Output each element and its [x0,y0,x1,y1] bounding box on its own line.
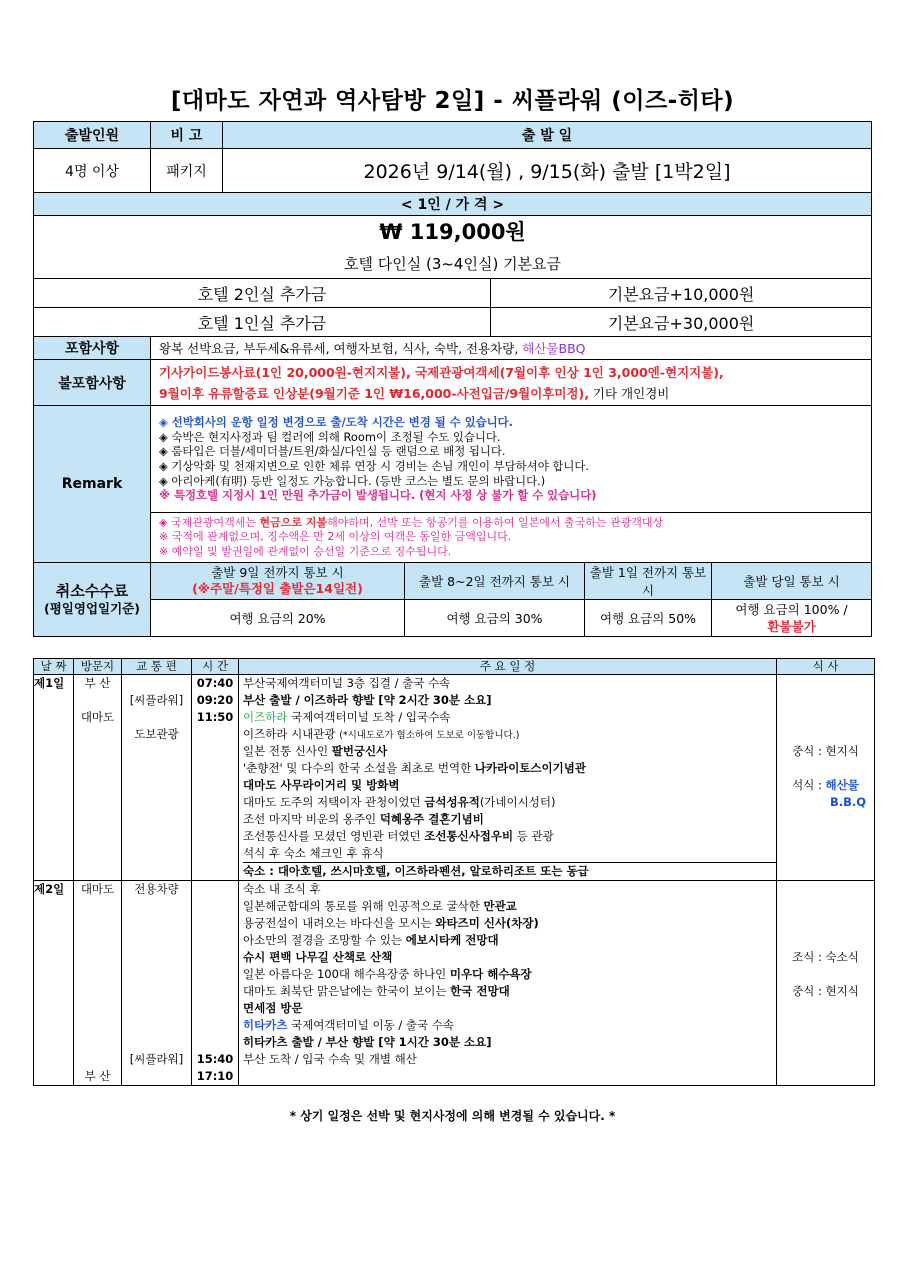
itinerary-header-time: 시 간 [192,659,239,675]
time [192,966,238,983]
transport [122,743,191,760]
transport [122,983,191,1000]
price-info-table [33,121,872,637]
meal [777,881,874,898]
included-text [151,337,872,360]
meal: 중식 : 현지식 [792,984,859,998]
tax-line: ◈ 국제관광여객세는 현금으로 지불해야하며, 선박 또는 항공기를 이용하여 일본에서 출국하는 관광객대상 [159,515,664,529]
place [74,743,121,760]
day-schedule [239,881,777,1086]
transport: [씨플라워] [129,693,184,707]
double-room-value: 기본요금+10,000원 [491,279,872,308]
time [192,915,238,932]
schedule-line: 숙소 : 대아호텔, 쓰시마호텔, 이즈하라펜션, 알로하리조트 또는 동급 [243,862,776,880]
transport: [씨플라워] [129,1052,184,1066]
meal [777,915,874,932]
day-label: 제2일 [34,881,74,1086]
place [74,862,121,879]
meal [777,828,874,845]
remark-notes [151,406,872,513]
transport [122,760,191,777]
day-times [192,675,239,881]
day-transport [122,675,192,881]
meal: B.B.Q [829,795,866,809]
time [192,828,238,845]
time [192,983,238,1000]
schedule-line: 부산 도착 / 입국 수속 및 개별 해산 [243,1052,417,1066]
included-highlight: 해산물BBQ [522,341,586,356]
day-places [74,881,122,1086]
meal [777,1051,874,1068]
itinerary-table [33,658,875,1086]
schedule-line: 일본 아름다운 100대 해수욕장중 하나인 미우다 해수욕장 [243,967,532,981]
time [192,898,238,915]
time [192,845,238,862]
place [74,811,121,828]
time [192,760,238,777]
schedule-line: 이즈하라 시내관광 (*시내도로가 협소하여 도보로 이동합니다.) [243,727,520,741]
time: 11:50 [196,710,234,724]
header-people: 출발인원 [34,122,151,149]
transport [122,1000,191,1017]
departure-value: 2026년 9/14(월) , 9/15(화) 출발 [1박2일] [223,149,872,193]
place: 부 산 [84,1069,111,1083]
excluded-line-2: 9월이후 유류할증료 인상분(9월기준 1인 ₩16,000-사전입금/9월이후미정), 기타 개인경비 [159,385,670,401]
meal [777,760,874,777]
schedule-line: 대마도 도주의 저택이자 관청이었던 금석성유적(가네이시성터) [243,795,556,809]
meal [777,966,874,983]
place [74,828,121,845]
cancel-fee-50: 여행 요금의 50% [585,600,712,637]
time: 17:10 [196,1069,234,1083]
place [74,966,121,983]
place [74,915,121,932]
remark-line: ◈ 기상악화 및 천재지변으로 인한 체류 연장 시 경비는 손님 개인이 부담하셔야 합니다. [159,459,589,473]
meal: 조식 : 숙소식 [792,950,859,964]
price-amount: ₩ 119,000원 [379,220,526,244]
place: 대마도 [80,710,115,724]
itinerary-header-meals: 식 사 [777,659,875,675]
meal [777,1000,874,1017]
schedule-line: 대마도 사무라이거리 및 방화벽 [243,778,400,792]
transport [122,811,191,828]
header-note: 비 고 [151,122,223,149]
time [192,777,238,794]
schedule-line: 이즈하라 국제여객터미널 도착 / 입국수속 [243,710,451,724]
time [192,881,238,898]
meal [777,811,874,828]
transport [122,777,191,794]
single-room-label: 호텔 1인실 추가금 [34,308,491,337]
schedule-line: 용궁전설이 내려오는 바다신을 모시는 와타즈미 신사(차장) [243,916,539,930]
schedule-line: 조선통신사를 모셨던 영빈관 터였던 조선통신사접우비 등 관광 [243,829,554,843]
cancel-label: 취소수수료 (평일영업일기준) [34,563,151,637]
day-transport [122,881,192,1086]
schedule-line: 히타카츠 출발 / 부산 향발 [약 1시간 30분 소요] [243,1035,492,1049]
schedule-line: 아소만의 절경을 조망할 수 있는 에보시타케 전망대 [243,933,499,947]
meal-highlight: 해산물 [825,778,859,792]
remark-label: Remark [34,406,151,563]
meal [777,1034,874,1051]
time [192,743,238,760]
included-items: 왕복 선박요금, 부두세&유류세, 여행자보험, 식사, 숙박, 전용차량, [159,341,523,356]
excluded-line-1: 기사가이드봉사료(1인 20,000원-현지지불), 국제관광여객세(7월이후 인상 1인 3,000엔-현지지불), [159,364,724,380]
time: 07:40 [196,676,234,690]
schedule-line: 면세점 방문 [243,1001,303,1015]
place [74,983,121,1000]
place [74,932,121,949]
time [192,1034,238,1051]
time [192,862,238,879]
transport: 전용차량 [134,882,179,896]
excluded-label: 불포함사항 [34,360,151,406]
excluded-text [151,360,872,406]
page-title: [대마도 자연과 역사탐방 2일] - 씨플라워 (이즈-히타) [170,88,735,114]
remark-line: ◈ 선박회사의 운항 일정 변경으로 출/도착 시간은 변경 될 수 있습니다. [159,415,513,430]
time [192,949,238,966]
meal [777,726,874,743]
time [192,1017,238,1034]
cancel-header-1day: 출발 1일 전까지 통보 시 [585,563,712,600]
place [74,845,121,862]
cancel-fee-30: 여행 요금의 30% [405,600,585,637]
tax-line: ※ 국적에 관계없으며, 징수액은 만 2세 이상의 여객은 동일한 금액입니다. [159,530,512,544]
cancel-header-9days: 출발 9일 전까지 통보 시 (※주말/특정일 출발은14일전) [151,563,405,600]
header-departure-date: 출 발 일 [223,122,872,149]
place [74,692,121,709]
schedule-line: 대마도 최북단 맑은날에는 한국이 보이는 한국 전망대 [243,984,510,998]
place: 대마도 [80,882,115,896]
price-basis: 호텔 다인실 (3~4인실) 기본요금 [343,255,562,273]
meal: 중식 : 현지식 [792,744,859,758]
meal [777,845,874,862]
place [74,726,121,743]
time: 15:40 [196,1052,234,1066]
place [74,1034,121,1051]
single-room-value: 기본요금+30,000원 [491,308,872,337]
transport [122,1068,191,1085]
meal [777,1068,874,1085]
itinerary-day-2 [34,881,875,1086]
transport [122,915,191,932]
time [192,726,238,743]
transport [122,845,191,862]
price-section-label: < 1인 / 가 격 > [34,193,872,216]
double-room-label: 호텔 2인실 추가금 [34,279,491,308]
price-block [34,216,872,279]
remark-line: ◈ 숙박은 현지사정과 팀 컬러에 의해 Room이 조정될 수도 있습니다. [159,429,501,444]
time [192,811,238,828]
people-value: 4명 이상 [34,149,151,193]
transport [122,862,191,879]
schedule-line: 히타카츠 국제여객터미널 이동 / 출국 수속 [243,1018,455,1032]
place [74,1017,121,1034]
transport [122,949,191,966]
place [74,777,121,794]
remark-line: ◈ 아리아케(有明) 등반 일정도 가능합니다. (등반 코스는 별도 문의 바랍니다.) [159,473,546,488]
itinerary-header-date: 날 짜 [34,659,74,675]
time [192,794,238,811]
place [74,760,121,777]
meal [777,898,874,915]
schedule-line: 부산국제여객터미널 3층 집결 / 출국 수속 [243,676,451,690]
itinerary-header-transport: 교 통 편 [122,659,192,675]
meal: 석식 : 해산물 [792,778,859,792]
schedule-line: 부산 출발 / 이즈하라 향발 [약 2시간 30분 소요] [243,693,492,707]
tax-line: ※ 예약일 및 발권일에 관계없이 승선일 기준으로 징수됩니다. [159,544,452,558]
place [74,949,121,966]
schedule-line: '춘향전' 및 다수의 한국 소설을 최초로 번역한 나카라이토스이기념관 [243,761,586,775]
meal [777,862,874,879]
day-places [74,675,122,881]
transport [122,932,191,949]
day-schedule [239,675,777,881]
schedule-line: 숙소 내 조식 후 [243,882,321,896]
transport [122,1017,191,1034]
place [74,898,121,915]
type-value: 패키지 [151,149,223,193]
cancel-header-same-day: 출발 당일 통보 시 [712,563,872,600]
transport: 도보관광 [134,727,179,741]
transport [122,794,191,811]
transport [122,898,191,915]
transport [122,709,191,726]
day-label: 제1일 [34,675,74,881]
transport [122,828,191,845]
meal [777,709,874,726]
remark-line: ※ 특정호텔 지정시 1인 만원 추가금이 발생됩니다. (현지 사정 상 불가 할 수 있습니다) [159,488,597,503]
cancel-header-8-2days: 출발 8~2일 전까지 통보 시 [405,563,585,600]
remark-line: ◈ 룸타입은 더블/세미더블/트윈/화실/다인실 등 랜덤으로 배정 됩니다. [159,444,506,459]
cancel-fee-100: 여행 요금의 100% / 환불불가 [712,600,872,637]
cancel-fee-20: 여행 요금의 20% [151,600,405,637]
schedule-line: 석식 후 숙소 체크인 후 휴식 [243,846,384,860]
meal [777,692,874,709]
tax-notes [151,513,872,563]
schedule-line: 일본 전통 신사인 팔번궁신사 [243,744,388,758]
time [192,932,238,949]
transport [122,966,191,983]
itinerary-header-schedule: 주 요 일 정 [239,659,777,675]
meal [777,932,874,949]
time [192,1000,238,1017]
day-meals [777,675,875,881]
day-times [192,881,239,1086]
included-label: 포함사항 [34,337,151,360]
itinerary-day-1 [34,675,875,881]
schedule-line: 슈시 편백 나무길 산책로 산책 [243,950,393,964]
footer-note: * 상기 일정은 선박 및 현지사정에 의해 변경될 수 있습니다. * [289,1109,616,1123]
schedule-line: 조선 마지막 비운의 옹주인 덕혜옹주 결혼기념비 [243,812,484,826]
time: 09:20 [196,693,234,707]
transport [122,1034,191,1051]
itinerary-header-place: 방문지 [74,659,122,675]
meal [777,675,874,692]
place: 부 산 [84,676,111,690]
meal [777,1017,874,1034]
place [74,1051,121,1068]
place [74,1000,121,1017]
place [74,794,121,811]
day-meals [777,881,875,1086]
schedule-line: 일본해군함대의 통로를 위해 인공적으로 굴삭한 만관교 [243,899,517,913]
transport [122,675,191,692]
